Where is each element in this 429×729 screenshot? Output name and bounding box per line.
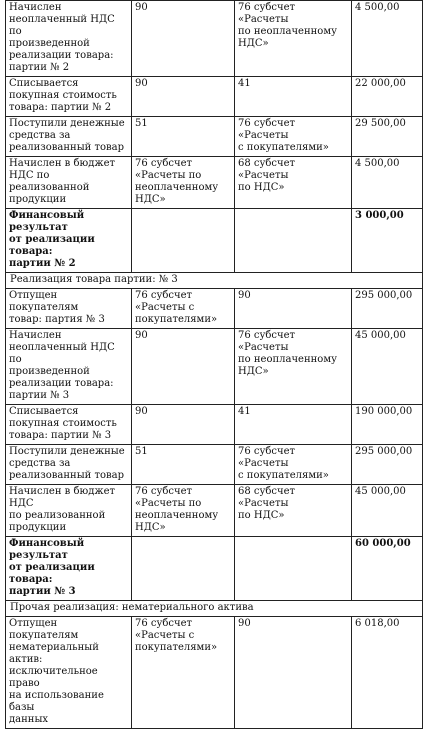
amount-cell: 190 000,00 [352,405,423,445]
operation-cell: Начислен в бюджет НДС по реализованной продукции [6,157,132,209]
credit-account-cell: 76 субсчет «Расчеты по неоплаченному НДС» [235,1,352,77]
credit-account-cell: 76 субсчет «Расчеты по неоплаченному НДС» [235,329,352,405]
operation-cell: Отпущен покупателям нематериальный актив: исключительное право на использование базы данных [6,617,132,729]
operation-cell: Списывается покупная стоимость товара: партии № 3 [6,405,132,445]
operation-cell: Отпущен покупателям товар: партия № 3 [6,289,132,329]
section-title: Прочая реализация: нематериального актива [6,601,423,617]
operation-cell: Финансовый результат от реализации товара: партии № 3 [6,537,132,601]
table-row [6,157,423,209]
debit-account-cell: 76 субсчет «Расчеты с покупателями» [132,617,235,729]
section-header-row [6,273,423,289]
debit-account-cell: 76 субсчет «Расчеты по неоплаченному НДС» [132,157,235,209]
credit-account-cell: 90 [235,617,352,729]
operation-cell: Начислен неоплаченный НДС по произведенной реализации товара: партии № 3 [6,329,132,405]
amount-cell: 3 000,00 [352,209,423,273]
table-row [6,77,423,117]
debit-account-cell: 90 [132,77,235,117]
debit-account-cell [132,209,235,273]
debit-account-cell [132,537,235,601]
table-row [6,329,423,405]
table-row [6,445,423,485]
section-header-row [6,601,423,617]
accounting-entries-table [5,0,423,729]
debit-account-cell: 90 [132,1,235,77]
credit-account-cell: 68 субсчет «Расчеты по НДС» [235,157,352,209]
operation-cell: Списывается покупная стоимость товара: партии № 2 [6,77,132,117]
amount-cell: 6 018,00 [352,617,423,729]
debit-account-cell: 76 субсчет «Расчеты по неоплаченному НДС» [132,485,235,537]
amount-cell: 60 000,00 [352,537,423,601]
operation-cell: Поступили денежные средства за реализованный товар [6,445,132,485]
debit-account-cell: 90 [132,329,235,405]
financial-result-row [6,209,423,273]
operation-cell: Начислен в бюджет НДС по реализованной продукции [6,485,132,537]
amount-cell: 4 500,00 [352,1,423,77]
table-row [6,117,423,157]
amount-cell: 29 500,00 [352,117,423,157]
amount-cell: 22 000,00 [352,77,423,117]
credit-account-cell: 90 [235,289,352,329]
financial-result-row [6,537,423,601]
amount-cell: 4 500,00 [352,157,423,209]
operation-cell: Поступили денежные средства за реализованный товар [6,117,132,157]
amount-cell: 295 000,00 [352,289,423,329]
credit-account-cell: 76 субсчет «Расчеты с покупателями» [235,445,352,485]
debit-account-cell: 51 [132,445,235,485]
credit-account-cell [235,537,352,601]
credit-account-cell: 76 субсчет «Расчеты с покупателями» [235,117,352,157]
credit-account-cell: 41 [235,405,352,445]
credit-account-cell: 41 [235,77,352,117]
amount-cell: 45 000,00 [352,329,423,405]
debit-account-cell: 51 [132,117,235,157]
credit-account-cell: 68 субсчет «Расчеты по НДС» [235,485,352,537]
amount-cell: 295 000,00 [352,445,423,485]
operation-cell: Начислен неоплаченный НДС по произведенной реализации товара: партии № 2 [6,1,132,77]
table-row [6,1,423,77]
amount-cell: 45 000,00 [352,485,423,537]
table-row [6,289,423,329]
accounting-entries-body [6,1,423,729]
table-row [6,485,423,537]
operation-cell: Финансовый результат от реализации товара: партии № 2 [6,209,132,273]
debit-account-cell: 90 [132,405,235,445]
table-row [6,405,423,445]
table-row [6,617,423,729]
credit-account-cell [235,209,352,273]
debit-account-cell: 76 субсчет «Расчеты с покупателями» [132,289,235,329]
section-title: Реализация товара партии: № 3 [6,273,423,289]
